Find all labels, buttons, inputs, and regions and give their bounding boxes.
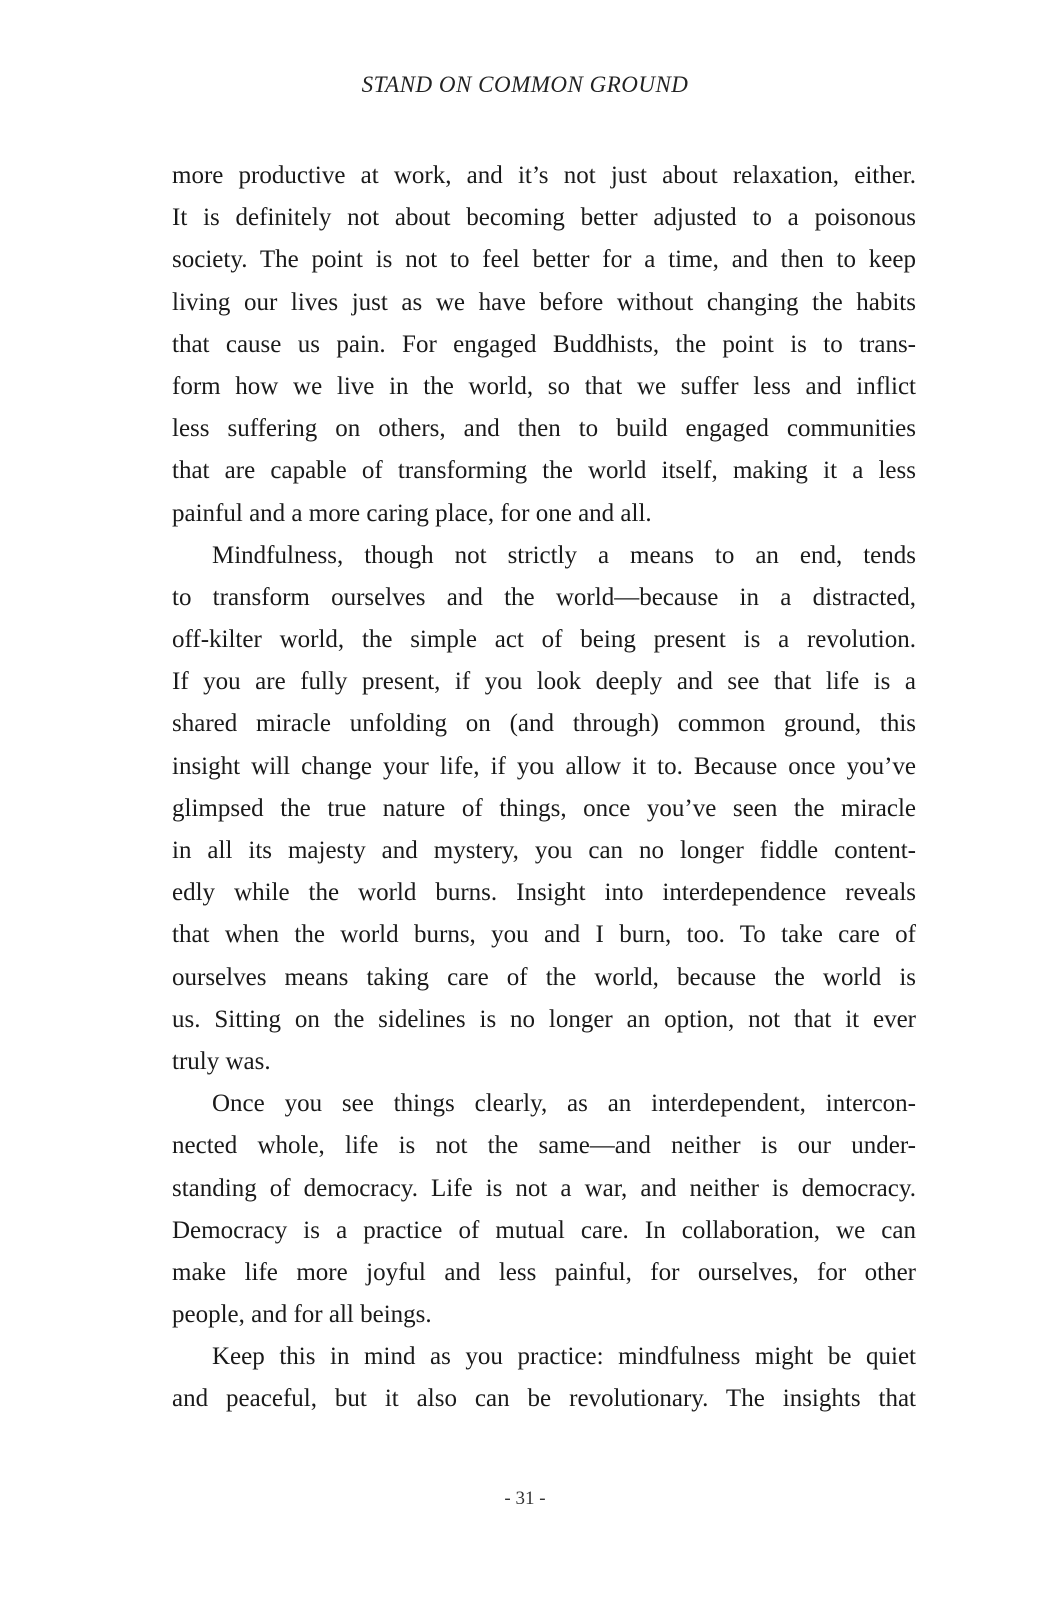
paragraph xyxy=(172,155,916,535)
text-line: insight will change your life, if you allow it to. Because once you’ve xyxy=(172,752,916,780)
text-line: painful and a more caring place, for one and all. xyxy=(172,499,652,527)
text-line: society. The point is not to feel better for a time, and then to keep xyxy=(172,246,916,274)
text-line: more productive at work, and it’s not just about relaxation, either. xyxy=(172,162,916,189)
text-line: glimpsed the true nature of things, once you’ve seen the miracle xyxy=(172,794,916,822)
text-line: It is definitely not about becoming better adjusted to a poisonous xyxy=(172,204,916,232)
text-line: If you are fully present, if you look deeply and see that life is a xyxy=(172,668,916,696)
body-text xyxy=(172,155,916,1421)
text-line: living our lives just as we have before without changing the habits xyxy=(172,288,916,316)
text-line: off-kilter world, the simple act of being present is a revolution. xyxy=(172,626,916,654)
text-line: people, and for all beings. xyxy=(172,1301,432,1329)
text-line: truly was. xyxy=(172,1047,271,1075)
paragraph xyxy=(172,1083,916,1336)
text-line: nected whole, life is not the same—and neither is our under- xyxy=(172,1132,916,1160)
page-number: - 31 - xyxy=(504,1488,546,1509)
text-line: Keep this in mind as you practice: mindfulness might be quiet xyxy=(212,1343,916,1371)
text-line: shared miracle unfolding on (and through) common ground, this xyxy=(172,710,916,738)
text-line: Once you see things clearly, as an interdependent, intercon- xyxy=(212,1090,916,1118)
paragraph xyxy=(172,535,916,1083)
text-line: in all its majesty and mystery, you can no longer fiddle content- xyxy=(172,837,916,864)
text-line: ourselves means taking care of the world, because the world is xyxy=(172,963,916,991)
text-line: standing of democracy. Life is not a war, and neither is democracy. xyxy=(172,1174,916,1202)
text-line: less suffering on others, and then to build engaged communities xyxy=(172,415,916,443)
text-line: that cause us pain. For engaged Buddhists, the point is to trans- xyxy=(172,330,916,358)
paragraph xyxy=(172,1336,916,1420)
text-line: Mindfulness, though not strictly a means to an end, tends xyxy=(212,541,916,569)
text-line: and peaceful, but it also can be revolutionary. The insights that xyxy=(172,1385,916,1413)
text-line: that when the world burns, you and I burn, too. To take care of xyxy=(172,921,916,949)
text-line: us. Sitting on the sidelines is no longer an option, not that it ever xyxy=(172,1005,916,1033)
text-line: edly while the world burns. Insight into interdependence reveals xyxy=(172,879,916,907)
text-line: form how we live in the world, so that we suffer less and inflict xyxy=(172,372,916,400)
text-line: Democracy is a practice of mutual care. In collaboration, we can xyxy=(172,1216,916,1244)
text-line: that are capable of transforming the world itself, making it a less xyxy=(172,457,916,485)
text-line: make life more joyful and less painful, for ourselves, for other xyxy=(172,1258,916,1286)
text-line: to transform ourselves and the world—because in a distracted, xyxy=(172,583,916,611)
running-head: STAND ON COMMON GROUND xyxy=(361,72,689,97)
